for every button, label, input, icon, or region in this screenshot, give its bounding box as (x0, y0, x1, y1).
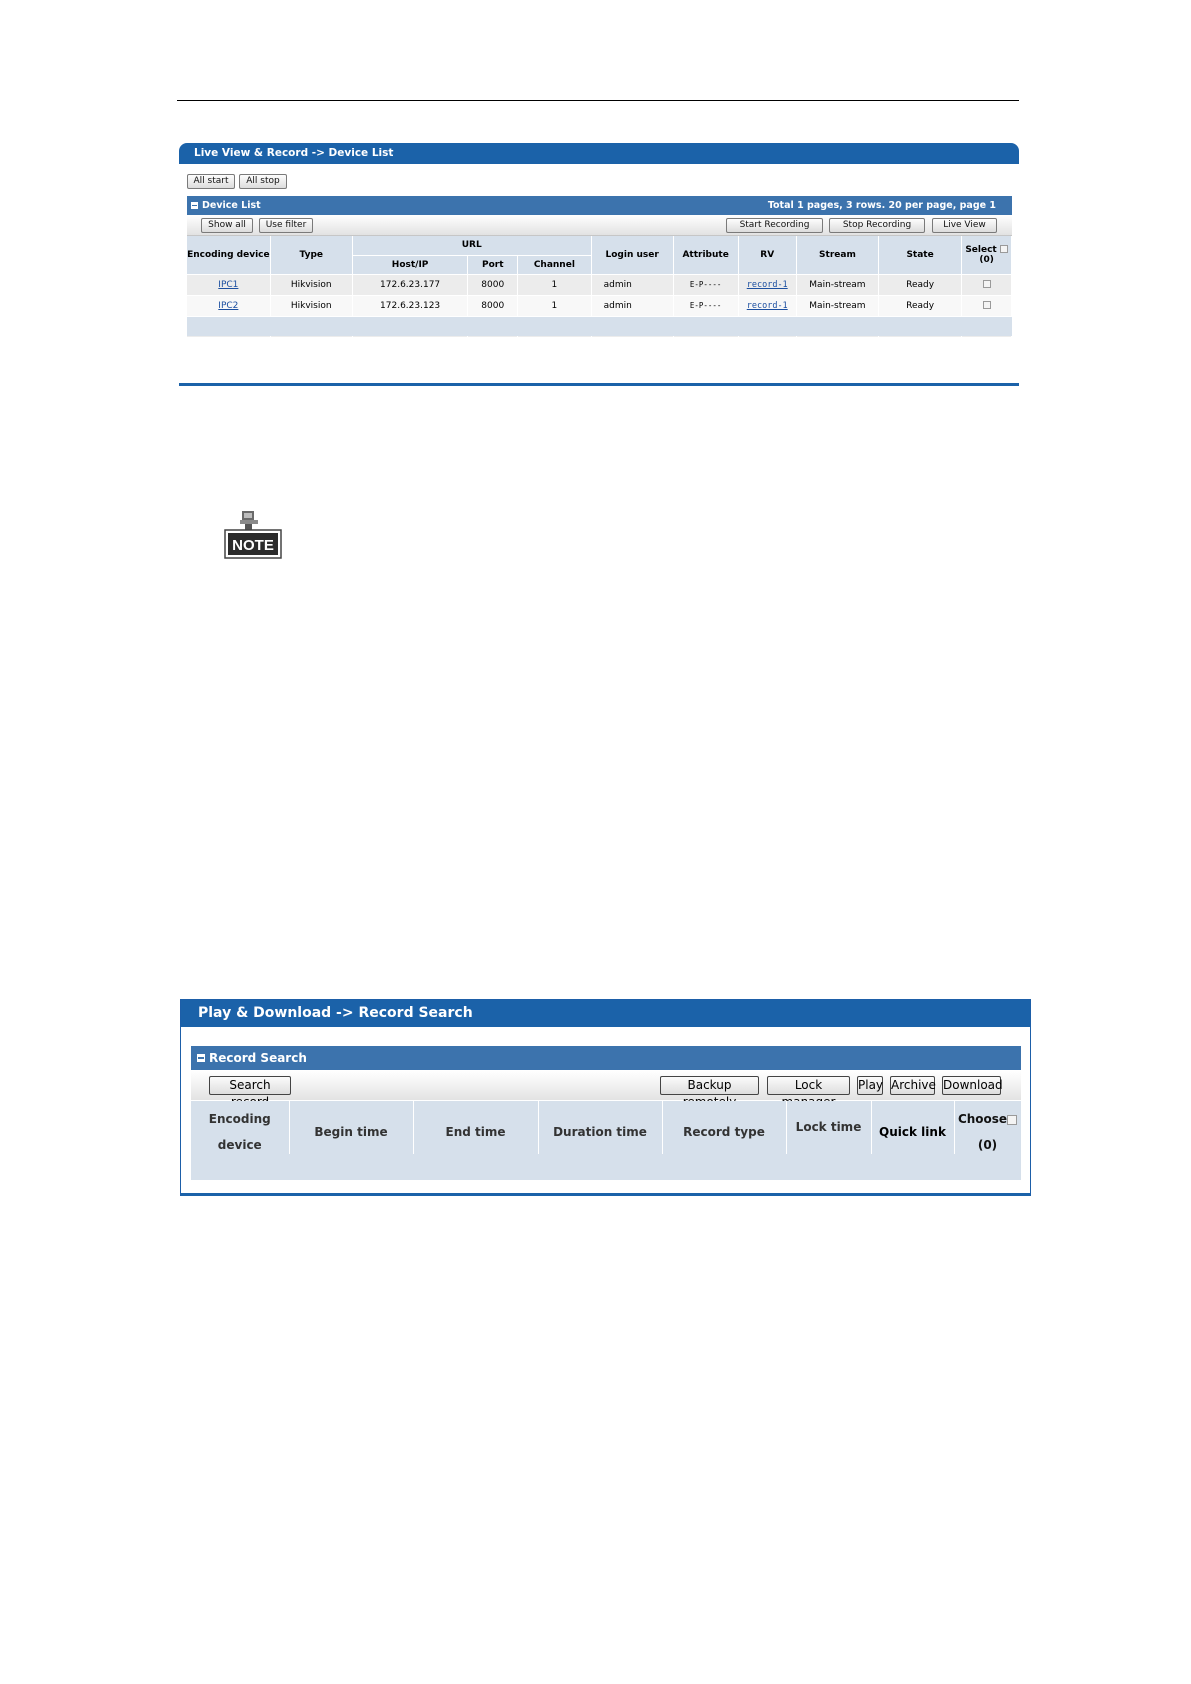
all-start-button[interactable]: All start (187, 174, 235, 189)
device-list-toolbar (187, 215, 1012, 236)
cell-state: Ready (879, 295, 962, 316)
live-view-button[interactable]: Live View (932, 218, 997, 233)
col-channel: Channel (518, 255, 592, 274)
cell-attribute: E-P---- (673, 274, 738, 295)
cell-channel: 1 (518, 274, 592, 295)
note-label: NOTE (232, 537, 274, 554)
cell-login: admin (591, 295, 673, 316)
use-filter-button[interactable]: Use filter (259, 218, 313, 233)
table-row (187, 295, 1012, 316)
record-search-section-bar (191, 1046, 1021, 1070)
collapse-icon[interactable] (197, 1054, 205, 1062)
col-lock-time: Lock time (786, 1101, 871, 1163)
download-button[interactable]: Download (942, 1076, 1001, 1095)
cell-host: 172.6.23.177 (352, 274, 468, 295)
device-link[interactable]: IPC1 (218, 279, 239, 290)
col-end-time: End time (413, 1101, 538, 1163)
col-host-ip: Host/IP (352, 255, 468, 274)
cell-host: 172.6.23.123 (352, 295, 468, 316)
backup-remotely-button[interactable]: Backup (660, 1076, 759, 1095)
play-button[interactable]: Play (857, 1076, 883, 1095)
stop-recording-button[interactable]: Stop Recording (829, 218, 925, 233)
col-quick-link: Quick link (871, 1101, 954, 1163)
cell-stream: Main-stream (796, 295, 878, 316)
device-list-page-title: Live View & Record -> Device List (194, 147, 394, 159)
device-list-panel (179, 143, 1019, 385)
record-search-toolbar (191, 1071, 1021, 1100)
panel-bottom-rule (179, 383, 1019, 386)
choose-label: Choose (957, 1112, 1008, 1126)
archive-button[interactable]: Archive (890, 1076, 935, 1095)
rv-link[interactable]: record-1 (746, 300, 788, 311)
device-list-titlebar (179, 143, 1019, 164)
cell-state: Ready (879, 274, 962, 295)
col-login-user: Login user (591, 236, 673, 274)
page-header-rule (177, 100, 1019, 101)
col-state: State (879, 236, 962, 274)
choose-count: (0) (977, 1138, 998, 1152)
select-all-checkbox[interactable] (1000, 245, 1008, 253)
cell-type: Hikvision (270, 295, 352, 316)
col-type: Type (270, 236, 352, 274)
lock-manager-button[interactable]: Lock (767, 1076, 850, 1095)
collapse-icon[interactable] (191, 202, 198, 209)
cell-port: 8000 (468, 295, 518, 316)
cell-stream: Main-stream (796, 274, 878, 295)
col-record-type: Record type (662, 1101, 786, 1163)
device-list-footer (187, 317, 1012, 336)
row-checkbox[interactable] (983, 301, 991, 309)
record-search-panel (180, 999, 1031, 1196)
device-list-section-bar (187, 196, 1012, 215)
cell-port: 8000 (468, 274, 518, 295)
col-stream: Stream (796, 236, 878, 274)
all-stop-button[interactable]: All stop (239, 174, 287, 189)
start-recording-button[interactable]: Start Recording (726, 218, 823, 233)
rv-link[interactable]: record-1 (746, 279, 788, 290)
note-icon (223, 510, 283, 560)
select-label: Select (965, 244, 997, 255)
col-attribute: Attribute (673, 236, 738, 274)
select-count: (0) (979, 254, 994, 265)
cell-attribute: E-P---- (673, 295, 738, 316)
col-rv: RV (738, 236, 796, 274)
cell-type: Hikvision (270, 274, 352, 295)
device-list-section-title: Device List (202, 200, 261, 211)
pagination-info: Total 1 pages, 3 rows. 20 per page, page 1 (767, 200, 996, 211)
search-record-button[interactable]: Search (209, 1076, 291, 1095)
show-all-button[interactable]: Show all (201, 218, 253, 233)
encoding-label-line2: device (217, 1138, 262, 1152)
col-duration-time: Duration time (538, 1101, 662, 1163)
row-checkbox[interactable] (983, 280, 991, 288)
col-port: Port (468, 255, 518, 274)
choose-all-checkbox[interactable] (1007, 1115, 1017, 1125)
record-search-titlebar (181, 1000, 1030, 1027)
panel-bottom-rule (181, 1193, 1030, 1196)
col-url: URL (352, 236, 591, 255)
col-select (962, 236, 1012, 274)
device-link[interactable]: IPC2 (218, 300, 239, 311)
record-search-footer (191, 1154, 1021, 1180)
record-search-page-title: Play & Download -> Record Search (198, 1005, 473, 1021)
col-begin-time: Begin time (289, 1101, 413, 1163)
cell-channel: 1 (518, 295, 592, 316)
col-encoding-device: Encoding device (187, 236, 270, 274)
encoding-label-line1: Encoding (208, 1112, 271, 1126)
record-search-section-title: Record Search (209, 1051, 307, 1065)
table-row (187, 274, 1012, 295)
cell-login: admin (591, 274, 673, 295)
